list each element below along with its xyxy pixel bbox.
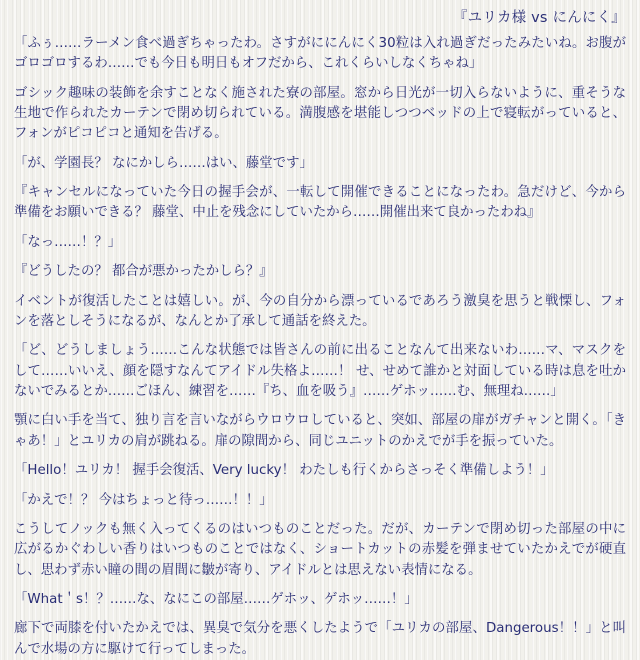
story-body (14, 34, 626, 660)
story-paragraph: 「なっ……！？」 (14, 234, 122, 250)
story-paragraph: 顎に白い手を当て、独り言を言いながらウロウロしていると、突如、部屋の扉がガチャンと開く。「きゃあ！」とユリカの肩が跳ねる。扉の隙間から、同じユニットのかえでが手を振っていた。 (14, 413, 626, 449)
story-paragraph: 『キャンセルになっていた今日の握手会が、一転して開催できることになったわ。急だけど、今から準備をお願いできる？ 藤堂、中止を残念にしていたから……開催出来て良かったわね』 (14, 185, 626, 221)
story-paragraph: 『どうしたの？ 都合が悪かったかしら？』 (14, 264, 273, 280)
story-paragraph: 「ど、どうしましょう……こんな状態では皆さんの前に出ることなんて出来ないわ……マ、マスクをして……いいえ、顔を隠すなんてアイドル失格よ……！ せ、せめて誰かと対面している時は息を吐かないでみるとか……ごほん、練習を……『ち、血を吸う』……ゲホッ……む、無理ね……」 (14, 343, 626, 399)
story-paragraph: こうしてノックも無く入ってくるのはいつものことだった。だが、カーテンで閉め切った部屋の中に広がるかぐわしい香りはいつものことではなく、ショートカットの赤髪を弾ませていたかえでが硬直し、思わず赤い瞳の間の眉間に皺が寄り、アイドルとは思えない表情になる。 (14, 521, 626, 578)
story-paragraph: 「かえで！？ 今はちょっと待っ……！！」 (14, 492, 273, 508)
story-paragraph: 「ふぅ……ラーメン食べ過ぎちゃったわ。さすがににんにく30粒は入れ過ぎだったみたいね。お腹がゴロゴロするわ……でも今日も明日もオフだから、これくらいしなくちゃね」 (14, 35, 626, 72)
story-paragraph: 「Hello！ユリカ！ 握手会復活、Very lucky！ わたしも行くからさっそく準備しよう！」 (14, 463, 554, 479)
story-paragraph: 「What＇s！？……な、なにこの部屋……ゲホッ、ゲホッ……！」 (14, 592, 418, 607)
page-title: 『ユリカ様 vs にんにく』 (452, 10, 626, 26)
story-paragraph: 「が、学園長？ なにかしら……はい、藤堂です」 (14, 155, 313, 171)
story-paragraph: ゴシック趣味の装飾を余すことなく施された寮の部屋。窓から日光が一切入らないように、重そうな生地で作られたカーテンで閉め切られている。満腹感を堪能しつつベッドの上で寝転がっていると、フォンがピコピコと通知を告げる。 (14, 85, 626, 142)
story-paragraph: 廊下で両膝を付いたかえでは、異臭で気分を悪くしたようで「ユリカの部屋、Dangerous！！」と叫んで水場の方に駆けて行ってしまった。 (14, 621, 626, 657)
story-paragraph: イベントが復活したことは嬉しい。が、今の自分から漂っているであろう激臭を思うと戦慄し、フォンを落としそうになるが、なんとか了承して通話を終えた。 (14, 293, 626, 329)
